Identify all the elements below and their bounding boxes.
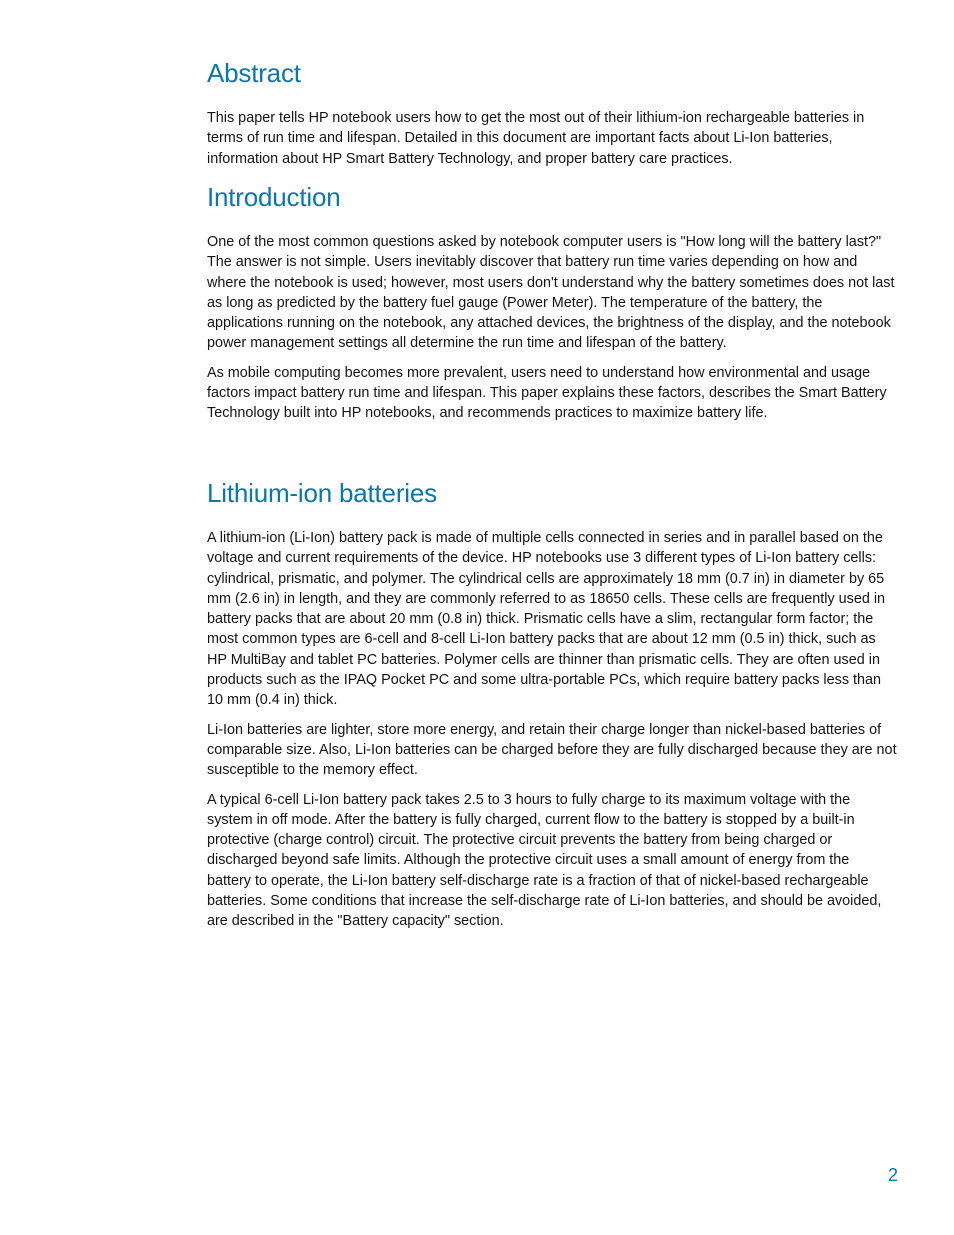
heading-introduction: Introduction <box>207 182 341 212</box>
page-number: 2 <box>887 1165 898 1185</box>
section-introduction <box>207 182 897 433</box>
lithium-ion-paragraph-3: A typical 6-cell Li-Ion battery pack takes 2.5 to 3 hours to fully charge to its maximum voltage with the system in off mode. After the battery is fully charged, current flow to the battery is stopped by a built-in protective (charge control) circuit. The protective circuit prevents the battery from being charged or discharged beyond safe limits. Although the protective circuit uses a small amount of energy from the battery to operate, the Li-Ion battery self-discharge rate is a fraction of that of nickel-based rechargeable batteries. Some conditions that increase the self-discharge rate of Li-Ion batteries, and should be avoided, are described in the "Battery capacity" section. <box>207 791 882 930</box>
lithium-ion-paragraph-2: Li-Ion batteries are lighter, store more energy, and retain their charge longer than nickel-based batteries of comparable size. Also, Li-Ion batteries can be charged before they are fully discharged because they are not susceptible to the memory effect. <box>207 721 897 779</box>
section-lithium-ion-batteries <box>207 478 897 941</box>
heading-abstract: Abstract <box>207 58 301 88</box>
introduction-paragraph-1: One of the most common questions asked by notebook computer users is "How long will the battery last?" The answer is not simple. Users inevitably discover that battery run time varies depending on how and where the notebook is used; however, most users don't understand why the battery sometimes does not last as long as predicted by the battery fuel gauge (Power Meter). The temperature of the battery, the applications running on the notebook, any attached devices, the brightness of the display, and the notebook power management settings all determine the run time and lifespan of the battery. <box>207 234 895 352</box>
abstract-paragraph-1: This paper tells HP notebook users how to get the most out of their lithium-ion rechargeable batteries in terms of run time and lifespan. Detailed in this document are important facts about Li-Ion batteries, information about HP Smart Battery Technology, and proper battery care practices. <box>207 110 865 167</box>
heading-lithium-ion-batteries: Lithium-ion batteries <box>207 478 437 508</box>
lithium-ion-paragraph-1: A lithium-ion (Li-Ion) battery pack is made of multiple cells connected in series and in parallel based on the voltage and current requirements of the device. HP notebooks use 3 different types of Li-Ion battery cells: cylindrical, prismatic, and polymer. The cylindrical cells are approximately 18 mm (0.7 in) in diameter by 65 mm (2.6 in) in length, and they are commonly referred to as 18650 cells. These cells are frequently used in battery packs that are about 20 mm (0.8 in) thick. Prismatic cells have a slim, rectangular form factor; the most common types are 6-cell and 8-cell Li-Ion battery packs that are about 12 mm (0.5 in) thick, such as HP MultiBay and tablet PC batteries. Polymer cells are thinner than prismatic cells. They are often used in products such as the IPAQ Pocket PC and some ultra-portable PCs, which require battery packs less than 10 mm (0.4 in) thick. <box>207 530 886 709</box>
introduction-paragraph-2: As mobile computing becomes more prevalent, users need to understand how environmental and usage factors impact battery run time and lifespan. This paper explains these factors, describes the Smart Battery Technology built into HP notebooks, and recommends practices to maximize battery life. <box>207 364 887 422</box>
section-abstract <box>207 58 897 178</box>
